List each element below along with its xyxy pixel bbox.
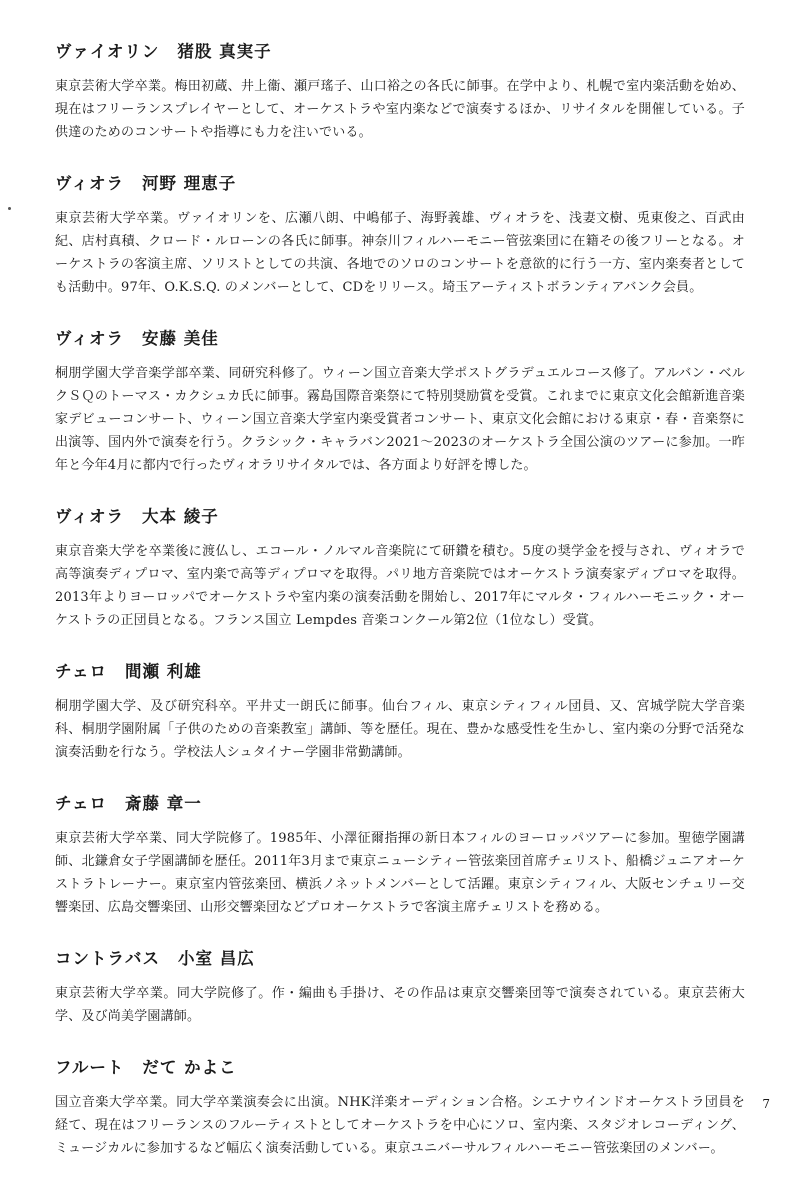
performer-name: 安藤 美佳 xyxy=(142,329,219,348)
profile-bio: 国立音楽大学卒業。同大学卒業演奏会に出演。NHK洋楽オーディション合格。シエナウインドオーケストラ団員を経て、現在はフリーランスのフルーティストとしてオーケストラを中心にソロ、室内楽、スタジオレコーディング、ミュージカルに参加するなど幅広く演奏活動している。東京ユニバーサルフィルハーモニー管弦楽団のメンバー。 xyxy=(55,1095,745,1156)
profile-entry xyxy=(55,327,745,477)
instrument-label: ヴァイオリン xyxy=(55,42,160,61)
performer-name: 大本 綾子 xyxy=(142,507,219,526)
profile-bio: 東京芸術大学卒業。梅田初蔵、井上衞、瀬戸瑤子、山口裕之の各氏に師事。在学中より、札幌で室内楽活動を始め、現在はフリーランスプレイヤーとして、オーケストラや室内楽などで演奏するほか、リサイタルを開催している。子供達のためのコンサートや指導にも力を注いでいる。 xyxy=(55,79,745,140)
profile-entry xyxy=(55,505,745,632)
profile-heading xyxy=(55,792,745,816)
profile-entry xyxy=(55,40,745,144)
performer-name: 河野 理恵子 xyxy=(142,174,237,193)
page-number: 7 xyxy=(762,1097,770,1111)
profile-heading xyxy=(55,947,745,971)
profile-entry xyxy=(55,792,745,919)
instrument-label: ヴィオラ xyxy=(55,174,125,193)
profile-bio: 東京音楽大学を卒業後に渡仏し、エコール・ノルマル音楽院にて研鑽を積む。5度の奨学金を授与され、ヴィオラで高等演奏ディプロマ、室内楽で高等ディプロマを取得。パリ地方音楽院ではオーケストラ演奏家ディプロマを取得。2013年よりヨーロッパでオーケストラや室内楽の演奏活動を開始し、2017年にマルタ・フィルハーモニック・オーケストラの正団員となる。フランス国立 Lempdes 音楽コンクール第2位（1位なし）受賞。 xyxy=(55,544,745,628)
instrument-label: ヴィオラ xyxy=(55,329,125,348)
performer-name: 小室 昌広 xyxy=(178,949,255,968)
instrument-label: ヴィオラ xyxy=(55,507,125,526)
profile-heading xyxy=(55,327,745,351)
profile-entry xyxy=(55,660,745,764)
profile-entry xyxy=(55,1056,745,1160)
instrument-label: チェロ xyxy=(55,794,108,813)
profile-heading xyxy=(55,1056,745,1080)
profile-bio: 桐朋学園大学音楽学部卒業、同研究科修了。ウィーン国立音楽大学ポストグラデュエルコース修了。アルバン・ベルクＳＱのトーマス・カクシュカ氏に師事。霧島国際音楽祭にて特別奨励賞を受賞。これまでに東京文化会館新進音楽家デビューコンサート、ウィーン国立音楽大学室内楽受賞者コンサート、東京文化会館における東京・春・音楽祭に出演等、国内外で演奏を行う。クラシック・キャラバン2021～2023のオーケストラ全国公演のツアーに参加。一昨年と今年4月に都内で行ったヴィオラリサイタルでは、各方面より好評を博した。 xyxy=(55,366,745,473)
profile-heading xyxy=(55,660,745,684)
performer-name: 斎藤 章一 xyxy=(125,794,202,813)
profile-heading xyxy=(55,40,745,64)
profile-bio: 東京芸術大学卒業。同大学院修了。作・編曲も手掛け、その作品は東京交響楽団等で演奏されている。東京芸術大学、及び尚美学園講師。 xyxy=(55,986,745,1024)
profile-heading xyxy=(55,505,745,529)
profile-entry xyxy=(55,172,745,299)
profile-entry xyxy=(55,947,745,1028)
instrument-label: コントラバス xyxy=(55,949,160,968)
profile-bio: 桐朋学園大学、及び研究科卒。平井丈一朗氏に師事。仙台フィル、東京シティフィル団員、又、宮城学院大学音楽科、桐朋学園附属「子供のための音楽教室」講師、等を歴任。現在、豊かな感受性を生かし、室内楽の分野で活発な演奏活動を行なう。学校法人シュタイナー学園非常勤講師。 xyxy=(55,699,745,760)
profile-bio: 東京芸術大学卒業。ヴァイオリンを、広瀬八朗、中嶋郁子、海野義雄、ヴィオラを、浅妻文樹、兎東俊之、百武由紀、店村真積、クロード・ルローンの各氏に師事。神奈川フィルハーモニー管弦楽団に在籍その後フリーとなる。オーケストラの客演主席、ソリストとしての共演、各地でのソロのコンサートを意欲的に行う一方、室内楽奏者としても活動中。97年、O.K.S.Q. のメンバーとして、CDをリリース。埼玉アーティストボランティアバンク会員。 xyxy=(55,211,745,295)
profile-heading xyxy=(55,172,745,196)
profile-bio: 東京芸術大学卒業、同大学院修了。1985年、小澤征爾指揮の新日本フィルのヨーロッパツアーに参加。聖徳学園講師、北鎌倉女子学園講師を歴任。2011年3月まで東京ニューシティー管弦楽団首席チェリスト、船橋ジュニアオーケストラトレーナー。東京室内管弦楽団、横浜ノネットメンバーとして活躍。東京シティフィル、大阪センチュリー交響楽団、広島交響楽団、山形交響楽団などプロオーケストラで客演主席チェリストを務める。 xyxy=(55,831,745,915)
performer-name: 間瀬 利雄 xyxy=(125,662,202,681)
instrument-label: フルート xyxy=(55,1058,125,1077)
scan-speck xyxy=(8,207,11,210)
instrument-label: チェロ xyxy=(55,662,108,681)
performer-name: だて かよこ xyxy=(142,1058,237,1077)
performer-profiles xyxy=(55,40,745,1188)
performer-name: 猪股 真実子 xyxy=(177,42,272,61)
